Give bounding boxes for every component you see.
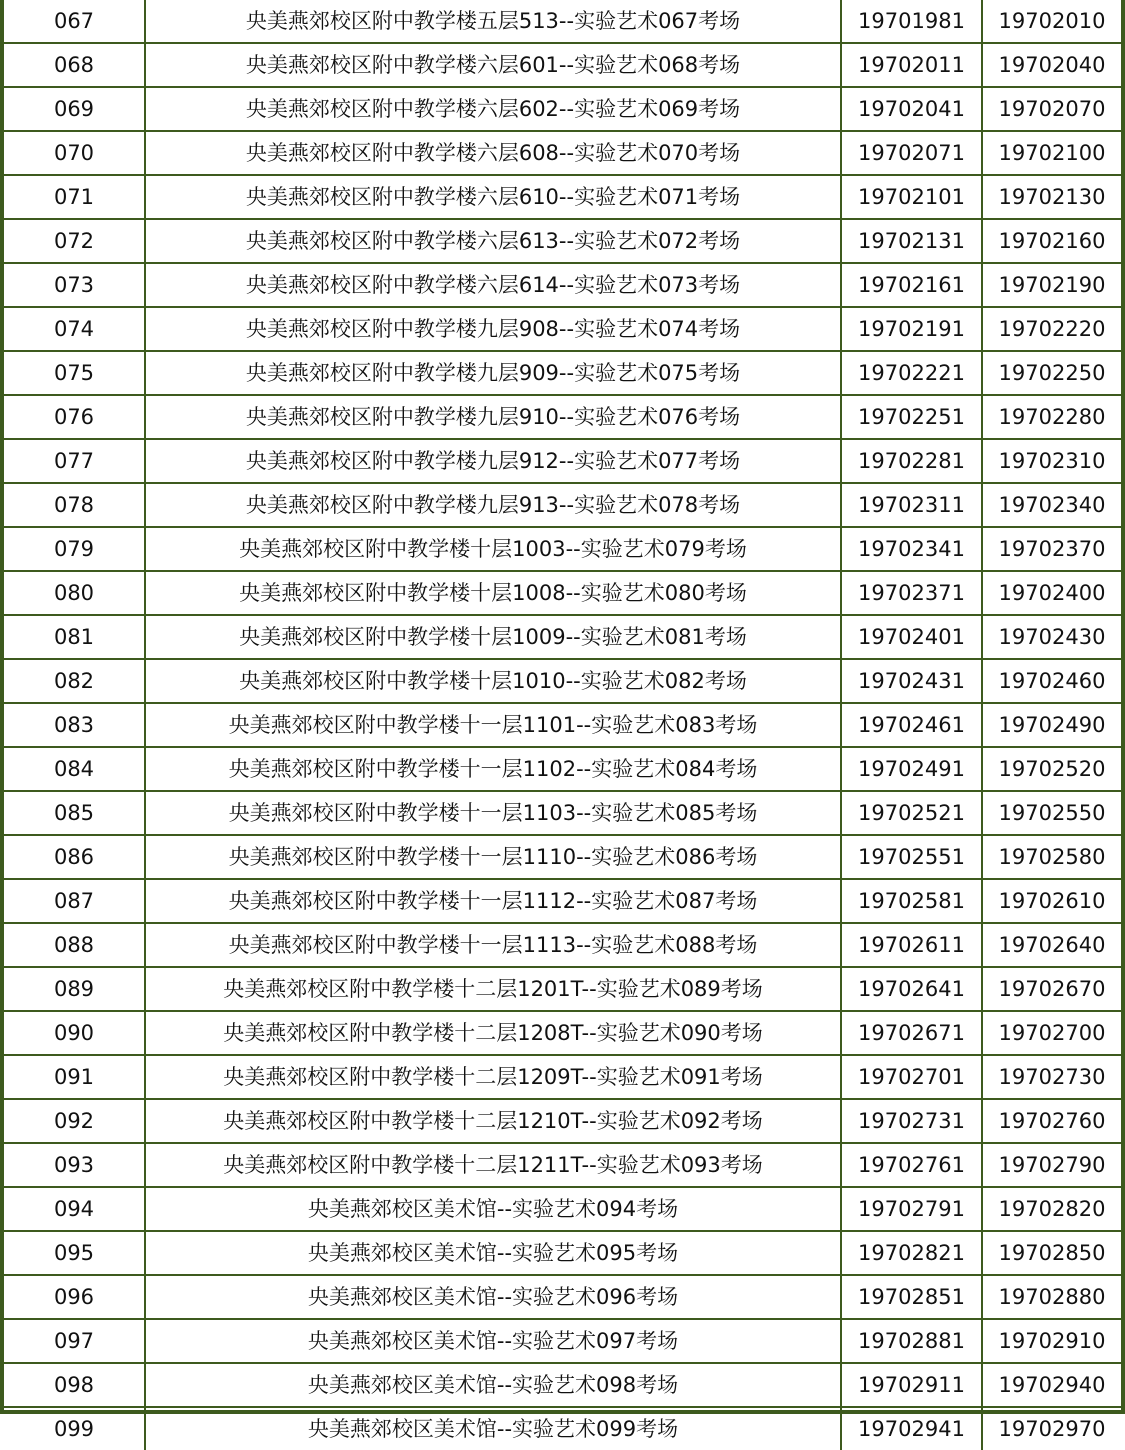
room-location-cell: 央美燕郊校区附中教学楼五层513--实验艺术067考场 [145,0,841,43]
start-ticket-number-cell: 19702371 [841,571,982,615]
end-ticket-number-cell: 19702850 [982,1231,1121,1275]
room-location-cell: 央美燕郊校区附中教学楼六层602--实验艺术069考场 [145,87,841,131]
start-ticket-number-cell: 19702461 [841,703,982,747]
room-location-cell: 央美燕郊校区附中教学楼九层912--实验艺术077考场 [145,439,841,483]
room-number-cell: 074 [4,307,145,351]
end-ticket-number-cell: 19702970 [982,1407,1121,1450]
table-row [4,1055,1121,1099]
room-number-cell: 078 [4,483,145,527]
room-location-cell: 央美燕郊校区附中教学楼十二层1209T--实验艺术091考场 [145,1055,841,1099]
end-ticket-number-cell: 19702280 [982,395,1121,439]
table-row [4,1407,1121,1450]
start-ticket-number-cell: 19701981 [841,0,982,43]
room-location-cell: 央美燕郊校区美术馆--实验艺术098考场 [145,1363,841,1407]
table-row [4,439,1121,483]
room-location-cell: 央美燕郊校区附中教学楼九层909--实验艺术075考场 [145,351,841,395]
room-location-cell: 央美燕郊校区附中教学楼六层601--实验艺术068考场 [145,43,841,87]
room-location-cell: 央美燕郊校区美术馆--实验艺术096考场 [145,1275,841,1319]
table-row [4,1099,1121,1143]
room-number-cell: 080 [4,571,145,615]
end-ticket-number-cell: 19702820 [982,1187,1121,1231]
table-row [4,483,1121,527]
end-ticket-number-cell: 19702040 [982,43,1121,87]
end-ticket-number-cell: 19702100 [982,131,1121,175]
room-location-cell: 央美燕郊校区美术馆--实验艺术097考场 [145,1319,841,1363]
end-ticket-number-cell: 19702250 [982,351,1121,395]
end-ticket-number-cell: 19702340 [982,483,1121,527]
room-number-cell: 081 [4,615,145,659]
room-location-cell: 央美燕郊校区附中教学楼十二层1208T--实验艺术090考场 [145,1011,841,1055]
room-number-cell: 085 [4,791,145,835]
end-ticket-number-cell: 19702370 [982,527,1121,571]
end-ticket-number-cell: 19702430 [982,615,1121,659]
end-ticket-number-cell: 19702730 [982,1055,1121,1099]
start-ticket-number-cell: 19702131 [841,219,982,263]
end-ticket-number-cell: 19702130 [982,175,1121,219]
start-ticket-number-cell: 19702551 [841,835,982,879]
start-ticket-number-cell: 19702341 [841,527,982,571]
table-row [4,307,1121,351]
room-number-cell: 095 [4,1231,145,1275]
table-row [4,263,1121,307]
room-number-cell: 098 [4,1363,145,1407]
table-row [4,879,1121,923]
table-row [4,835,1121,879]
start-ticket-number-cell: 19702311 [841,483,982,527]
room-number-cell: 094 [4,1187,145,1231]
room-number-cell: 096 [4,1275,145,1319]
room-location-cell: 央美燕郊校区附中教学楼十二层1210T--实验艺术092考场 [145,1099,841,1143]
start-ticket-number-cell: 19702101 [841,175,982,219]
table-row [4,0,1121,43]
table-row [4,43,1121,87]
room-number-cell: 082 [4,659,145,703]
end-ticket-number-cell: 19702550 [982,791,1121,835]
start-ticket-number-cell: 19702701 [841,1055,982,1099]
end-ticket-number-cell: 19702520 [982,747,1121,791]
room-location-cell: 央美燕郊校区附中教学楼十层1010--实验艺术082考场 [145,659,841,703]
table-row [4,659,1121,703]
table-row [4,923,1121,967]
start-ticket-number-cell: 19702521 [841,791,982,835]
end-ticket-number-cell: 19702460 [982,659,1121,703]
room-location-cell: 央美燕郊校区美术馆--实验艺术099考场 [145,1407,841,1450]
table-row [4,175,1121,219]
end-ticket-number-cell: 19702880 [982,1275,1121,1319]
end-ticket-number-cell: 19702640 [982,923,1121,967]
room-number-cell: 071 [4,175,145,219]
table-row [4,1187,1121,1231]
start-ticket-number-cell: 19702821 [841,1231,982,1275]
end-ticket-number-cell: 19702070 [982,87,1121,131]
room-number-cell: 093 [4,1143,145,1187]
start-ticket-number-cell: 19702791 [841,1187,982,1231]
start-ticket-number-cell: 19702011 [841,43,982,87]
start-ticket-number-cell: 19702281 [841,439,982,483]
table-row [4,967,1121,1011]
room-number-cell: 079 [4,527,145,571]
room-location-cell: 央美燕郊校区附中教学楼十一层1101--实验艺术083考场 [145,703,841,747]
room-number-cell: 077 [4,439,145,483]
room-number-cell: 073 [4,263,145,307]
room-location-cell: 央美燕郊校区美术馆--实验艺术095考场 [145,1231,841,1275]
start-ticket-number-cell: 19702491 [841,747,982,791]
room-number-cell: 088 [4,923,145,967]
end-ticket-number-cell: 19702760 [982,1099,1121,1143]
room-location-cell: 央美燕郊校区附中教学楼十层1003--实验艺术079考场 [145,527,841,571]
table-row [4,1231,1121,1275]
end-ticket-number-cell: 19702490 [982,703,1121,747]
room-number-cell: 084 [4,747,145,791]
start-ticket-number-cell: 19702911 [841,1363,982,1407]
room-location-cell: 央美燕郊校区附中教学楼九层908--实验艺术074考场 [145,307,841,351]
end-ticket-number-cell: 19702400 [982,571,1121,615]
start-ticket-number-cell: 19702161 [841,263,982,307]
room-number-cell: 075 [4,351,145,395]
room-number-cell: 083 [4,703,145,747]
room-location-cell: 央美燕郊校区附中教学楼十一层1110--实验艺术086考场 [145,835,841,879]
end-ticket-number-cell: 19702670 [982,967,1121,1011]
room-number-cell: 090 [4,1011,145,1055]
table-row [4,219,1121,263]
room-number-cell: 068 [4,43,145,87]
room-location-cell: 央美燕郊校区附中教学楼九层913--实验艺术078考场 [145,483,841,527]
room-number-cell: 069 [4,87,145,131]
start-ticket-number-cell: 19702941 [841,1407,982,1450]
table-row [4,571,1121,615]
table-row [4,1143,1121,1187]
room-number-cell: 092 [4,1099,145,1143]
end-ticket-number-cell: 19702610 [982,879,1121,923]
start-ticket-number-cell: 19702851 [841,1275,982,1319]
room-number-cell: 070 [4,131,145,175]
table-row [4,1011,1121,1055]
room-number-cell: 076 [4,395,145,439]
room-number-cell: 087 [4,879,145,923]
start-ticket-number-cell: 19702041 [841,87,982,131]
end-ticket-number-cell: 19702220 [982,307,1121,351]
room-number-cell: 097 [4,1319,145,1363]
room-number-cell: 099 [4,1407,145,1450]
end-ticket-number-cell: 19702580 [982,835,1121,879]
table-row [4,395,1121,439]
end-ticket-number-cell: 19702310 [982,439,1121,483]
room-location-cell: 央美燕郊校区附中教学楼十一层1112--实验艺术087考场 [145,879,841,923]
end-ticket-number-cell: 19702190 [982,263,1121,307]
end-ticket-number-cell: 19702940 [982,1363,1121,1407]
table-row [4,1275,1121,1319]
room-location-cell: 央美燕郊校区附中教学楼十一层1113--实验艺术088考场 [145,923,841,967]
table-row [4,1363,1121,1407]
start-ticket-number-cell: 19702671 [841,1011,982,1055]
start-ticket-number-cell: 19702761 [841,1143,982,1187]
start-ticket-number-cell: 19702611 [841,923,982,967]
end-ticket-number-cell: 19702910 [982,1319,1121,1363]
exam-room-table-body [4,0,1121,1450]
start-ticket-number-cell: 19702581 [841,879,982,923]
table-row [4,87,1121,131]
table-row [4,747,1121,791]
start-ticket-number-cell: 19702191 [841,307,982,351]
start-ticket-number-cell: 19702401 [841,615,982,659]
room-location-cell: 央美燕郊校区附中教学楼十层1008--实验艺术080考场 [145,571,841,615]
room-number-cell: 067 [4,0,145,43]
exam-room-table [4,0,1121,1450]
end-ticket-number-cell: 19702790 [982,1143,1121,1187]
table-row [4,131,1121,175]
table-row [4,615,1121,659]
table-row [4,1319,1121,1363]
room-location-cell: 央美燕郊校区附中教学楼六层610--实验艺术071考场 [145,175,841,219]
table-row [4,527,1121,571]
end-ticket-number-cell: 19702010 [982,0,1121,43]
room-location-cell: 央美燕郊校区附中教学楼六层608--实验艺术070考场 [145,131,841,175]
start-ticket-number-cell: 19702881 [841,1319,982,1363]
start-ticket-number-cell: 19702251 [841,395,982,439]
room-location-cell: 央美燕郊校区附中教学楼十一层1102--实验艺术084考场 [145,747,841,791]
table-row [4,351,1121,395]
room-number-cell: 086 [4,835,145,879]
room-location-cell: 央美燕郊校区附中教学楼十一层1103--实验艺术085考场 [145,791,841,835]
table-row [4,791,1121,835]
room-location-cell: 央美燕郊校区附中教学楼十二层1201T--实验艺术089考场 [145,967,841,1011]
room-location-cell: 央美燕郊校区附中教学楼九层910--实验艺术076考场 [145,395,841,439]
end-ticket-number-cell: 19702700 [982,1011,1121,1055]
start-ticket-number-cell: 19702431 [841,659,982,703]
room-location-cell: 央美燕郊校区附中教学楼十层1009--实验艺术081考场 [145,615,841,659]
start-ticket-number-cell: 19702071 [841,131,982,175]
room-location-cell: 央美燕郊校区附中教学楼六层614--实验艺术073考场 [145,263,841,307]
start-ticket-number-cell: 19702731 [841,1099,982,1143]
room-location-cell: 央美燕郊校区附中教学楼十二层1211T--实验艺术093考场 [145,1143,841,1187]
room-location-cell: 央美燕郊校区美术馆--实验艺术094考场 [145,1187,841,1231]
start-ticket-number-cell: 19702221 [841,351,982,395]
room-number-cell: 089 [4,967,145,1011]
room-number-cell: 091 [4,1055,145,1099]
room-location-cell: 央美燕郊校区附中教学楼六层613--实验艺术072考场 [145,219,841,263]
room-number-cell: 072 [4,219,145,263]
table-row [4,703,1121,747]
end-ticket-number-cell: 19702160 [982,219,1121,263]
start-ticket-number-cell: 19702641 [841,967,982,1011]
